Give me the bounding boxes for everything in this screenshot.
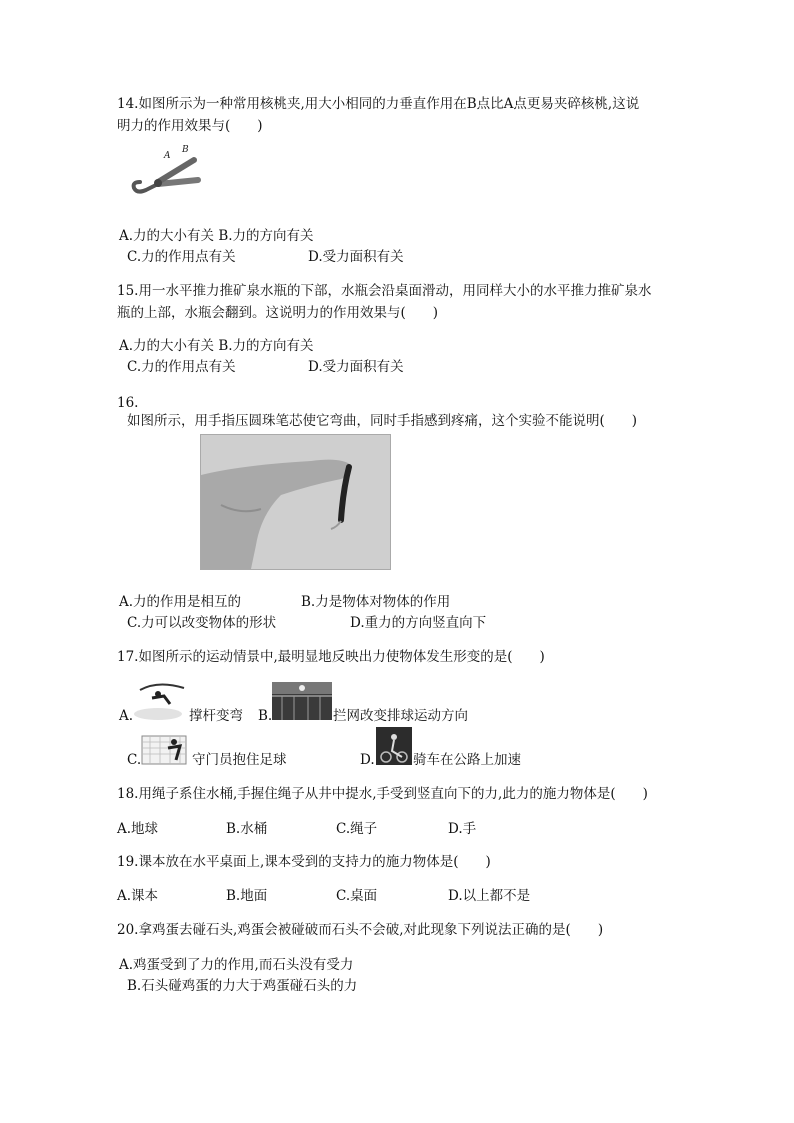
q17-a-letter: A.: [119, 708, 134, 724]
q16-option-c: C.力可以改变物体的形状: [127, 615, 277, 631]
finger-pen-photo: [200, 434, 391, 570]
q17-c-text: 守门员抱住足球: [192, 752, 287, 768]
q17-d-letter: D.: [360, 752, 375, 768]
q18-option-b: B.水桶: [226, 821, 268, 837]
q18-option-c: C.绳子: [336, 821, 378, 837]
q16-option-a: A.力的作用是相互的: [119, 594, 242, 610]
q18-stem: 18.用绳子系住水桶,手握住绳子从井中提水,手受到竖直向下的力,此力的施力物体是( ): [117, 786, 648, 802]
q17-b-letter: B.: [258, 708, 273, 724]
q14-option-ab: A.力的大小有关 B.力的方向有关: [119, 228, 314, 244]
q15-stem-line2: 瓶的上部，水瓶会翻到。这说明力的作用效果与( ): [117, 305, 439, 321]
q19-option-a: A.课本: [117, 888, 159, 904]
q19-option-b: B.地面: [226, 888, 268, 904]
q17-d-text: 骑车在公路上加速: [413, 752, 521, 768]
q20-stem: 20.拿鸡蛋去碰石头,鸡蛋会被碰破而石头不会破,对此现象下列说法正确的是( ): [117, 922, 604, 938]
q16-option-b: B.力是物体对物体的作用: [301, 594, 451, 610]
q15-option-d: D.受力面积有关: [308, 359, 404, 375]
q16-option-d: D.重力的方向竖直向下: [350, 615, 487, 631]
q16-stem: 如图所示，用手指压圆珠笔芯使它弯曲，同时手指感到疼痛，这个实验不能说明( ): [127, 413, 638, 429]
volleyball-block-image: [272, 682, 332, 720]
q15-option-c: C.力的作用点有关: [127, 359, 236, 375]
q14-stem-line1: 14.如图所示为一种常用核桃夹,用大小相同的力垂直作用在B点比A点更易夹碎核桃,这说: [117, 96, 640, 112]
q14-stem-line2: 明力的作用效果与( ): [117, 118, 263, 134]
q20-option-a: A.鸡蛋受到了力的作用,而石头没有受力: [119, 957, 354, 973]
q19-option-d: D.以上都不是: [448, 888, 531, 904]
q17-b-text: 拦网改变排球运动方向: [333, 708, 468, 724]
nutcracker-figure: [128, 142, 208, 198]
q16-number: 16.: [117, 395, 139, 411]
q19-option-c: C.桌面: [336, 888, 378, 904]
point-a-label: A: [164, 151, 171, 161]
q15-option-ab: A.力的大小有关 B.力的方向有关: [119, 338, 314, 354]
point-b-label: B: [182, 145, 189, 155]
q19-stem: 19.课本放在水平桌面上,课本受到的支持力的施力物体是( ): [117, 854, 491, 870]
q15-stem-line1: 15.用一水平推力推矿泉水瓶的下部，水瓶会沿桌面滑动，用同样大小的水平推力推矿泉水: [117, 283, 652, 299]
q18-option-a: A.地球: [117, 821, 159, 837]
q18-option-d: D.手: [448, 821, 477, 837]
q17-stem: 17.如图所示的运动情景中,最明显地反映出力使物体发生形变的是( ): [117, 649, 545, 665]
q17-a-text: 撑杆变弯: [189, 708, 243, 724]
q14-option-d: D.受力面积有关: [308, 249, 404, 265]
q20-option-b: B.石头碰鸡蛋的力大于鸡蛋碰石头的力: [127, 978, 358, 994]
q17-c-letter: C.: [127, 752, 142, 768]
cycling-image: [376, 727, 412, 765]
pole-vault-image: [134, 682, 188, 720]
goalkeeper-image: [140, 730, 188, 766]
q14-option-c: C.力的作用点有关: [127, 249, 236, 265]
